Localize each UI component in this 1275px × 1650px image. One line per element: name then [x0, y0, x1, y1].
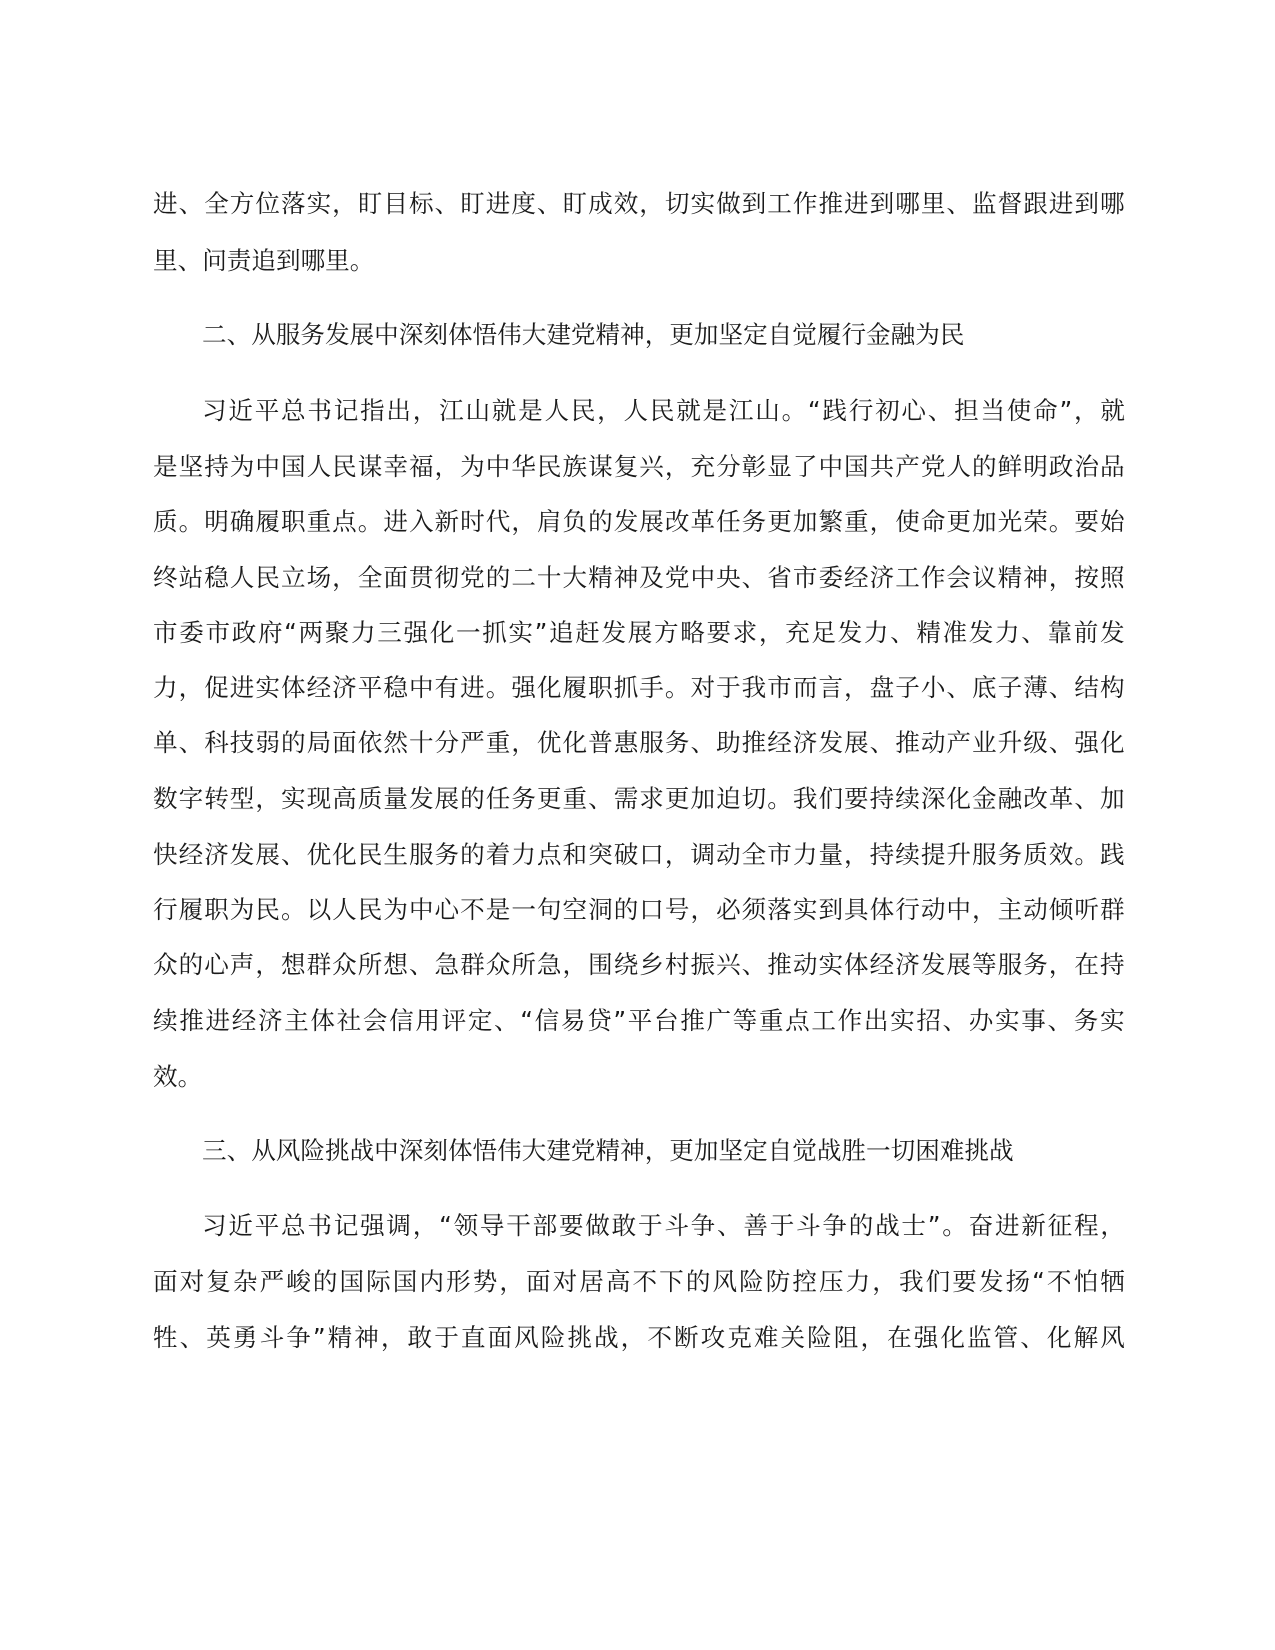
text-line: 单 、 科 技 弱 的 局 面 依 然 十 分 严 重 ， 优 化 普 惠 服 务 、 助 推 经 济 发 展 、 推 动 产 业 升 级 、 强 化: [153, 728, 1125, 757]
text-line: 面 对 复 杂 严 峻 的 国 际 国 内 形 势 ， 面 对 居 高 不 下 的 风 险 防 控 压 力 ， 我 们 要 发 扬 “ 不 怕 牺: [153, 1267, 1125, 1296]
text-line: 数 字 转 型 ， 实 现 高 质 量 发 展 的 任 务 更 重 、 需 求 更 加 迫 切 。 我 们 要 持 续 深 化 金 融 改 革 、 加: [153, 784, 1125, 813]
text-line: 效。: [153, 1062, 203, 1091]
text-line: 终 站 稳 人 民 立 场 ， 全 面 贯 彻 党 的 二 十 大 精 神 及 党 中 央 、 省 市 委 经 济 工 作 会 议 精 神 ， 按 照: [153, 563, 1125, 592]
text-line: 里、问责追到哪里。: [153, 246, 375, 275]
text-line: 众 的 心 声 ， 想 群 众 所 想 、 急 群 众 所 急 ， 围 绕 乡 村 振 兴 、 推 动 实 体 经 济 发 展 等 服 务 ， 在 持: [153, 950, 1125, 979]
section-heading: 二、从服务发展中深刻体悟伟大建党精神，更加坚定自觉履行金融为民: [202, 320, 965, 349]
text-line: 进 、 全 方 位 落 实 ， 盯 目 标 、 盯 进 度 、 盯 成 效 ， 切 实 做 到 工 作 推 进 到 哪 里 、 监 督 跟 进 到 哪: [153, 189, 1125, 218]
section-heading: 三、从风险挑战中深刻体悟伟大建党精神，更加坚定自觉战胜一切困难挑战: [202, 1136, 1014, 1165]
text-line: 市 委 市 政 府 “ 两 聚 力 三 强 化 一 抓 实 ” 追 赶 发 展 方 略 要 求 ， 充 足 发 力 、 精 准 发 力 、 靠 前 发: [153, 618, 1125, 647]
text-line: 是 坚 持 为 中 国 人 民 谋 幸 福 ， 为 中 华 民 族 谋 复 兴 ， 充 分 彰 显 了 中 国 共 产 党 人 的 鲜 明 政 治 品: [153, 452, 1125, 481]
text-line: 快 经 济 发 展 、 优 化 民 生 服 务 的 着 力 点 和 突 破 口 ， 调 动 全 市 力 量 ， 持 续 提 升 服 务 质 效 。 践: [153, 840, 1125, 869]
text-line: 质 。 明 确 履 职 重 点 。 进 入 新 时 代 ， 肩 负 的 发 展 改 革 任 务 更 加 繁 重 ， 使 命 更 加 光 荣 。 要 始: [153, 507, 1125, 536]
text-line: 续 推 进 经 济 主 体 社 会 信 用 评 定 、 “ 信 易 贷 ” 平 台 推 广 等 重 点 工 作 出 实 招 、 办 实 事 、 务 实: [153, 1006, 1125, 1035]
text-line: 行 履 职 为 民 。 以 人 民 为 中 心 不 是 一 句 空 洞 的 口 号 ， 必 须 落 实 到 具 体 行 动 中 ， 主 动 倾 听 群: [153, 895, 1125, 924]
text-line: 习 近 平 总 书 记 强 调 ， “ 领 导 干 部 要 做 敢 于 斗 争 、 善 于 斗 争 的 战 士 ” 。 奋 进 新 征 程 ，: [202, 1211, 1125, 1240]
text-line: 习 近 平 总 书 记 指 出 ， 江 山 就 是 人 民 ， 人 民 就 是 江 山 。 “ 践 行 初 心 、 担 当 使 命 ” ， 就: [202, 396, 1125, 425]
text-line: 牲 、 英 勇 斗 争 ” 精 神 ， 敢 于 直 面 风 险 挑 战 ， 不 断 攻 克 难 关 险 阻 ， 在 强 化 监 管 、 化 解 风: [153, 1323, 1125, 1352]
text-line: 力 ， 促 进 实 体 经 济 平 稳 中 有 进 。 强 化 履 职 抓 手 。 对 于 我 市 而 言 ， 盘 子 小 、 底 子 薄 、 结 构: [153, 673, 1125, 702]
